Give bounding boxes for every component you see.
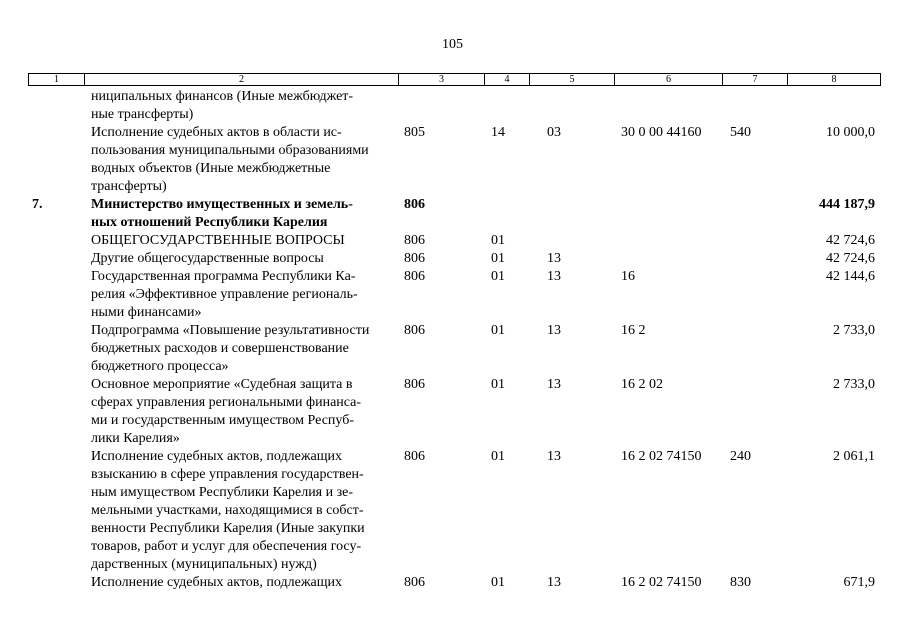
row-section: 01 [491, 233, 505, 248]
header-col-3: 3 [399, 74, 485, 85]
row-name [91, 124, 393, 196]
row-section: 01 [491, 377, 505, 392]
header-col-7: 7 [723, 74, 788, 85]
row-name-line: ОБЩЕГОСУДАРСТВЕННЫЕ ВОПРОСЫ [91, 233, 345, 248]
row-target-article: 16 2 02 74150 [621, 575, 702, 590]
row-amount: 2 061,1 [833, 449, 875, 464]
row-name-line: бюджетных расходов и совершенствование [91, 341, 349, 356]
row-name-line: Государственная программа Республики Ка- [91, 269, 356, 284]
row-name-line: Исполнение судебных актов, подлежащих [91, 449, 342, 464]
row-name-line: ные трансферты) [91, 107, 194, 122]
row-amount: 42 724,6 [826, 251, 875, 266]
table-row [0, 196, 905, 232]
table-row [0, 574, 905, 592]
row-section: 01 [491, 251, 505, 266]
table-row [0, 232, 905, 250]
row-admin-code: 806 [404, 233, 425, 248]
header-col-2: 2 [85, 74, 399, 85]
row-number: 7. [32, 197, 43, 212]
table-header [28, 73, 881, 86]
row-section: 01 [491, 269, 505, 284]
row-name-line: Исполнение судебных актов в области ис- [91, 125, 342, 140]
row-admin-code: 806 [404, 575, 425, 590]
row-name-line: ных отношений Республики Карелия [91, 215, 328, 230]
row-subsection: 13 [547, 575, 561, 590]
row-subsection: 03 [547, 125, 561, 140]
header-col-5: 5 [530, 74, 615, 85]
row-section: 01 [491, 449, 505, 464]
row-name-line: товаров, работ и услуг для обеспечения госу- [91, 539, 362, 554]
row-name [91, 376, 393, 448]
row-name [91, 196, 393, 232]
row-name [91, 322, 393, 376]
row-name-line: венности Республики Карелия (Иные закупки [91, 521, 365, 536]
row-name-line: дарственных (муниципальных) нужд) [91, 557, 317, 572]
row-name-line: ными финансами» [91, 305, 202, 320]
row-target-article: 16 2 02 [621, 377, 663, 392]
table-body [0, 88, 905, 592]
row-amount: 2 733,0 [833, 377, 875, 392]
row-name-line: трансферты) [91, 179, 167, 194]
row-expense-type: 540 [730, 125, 751, 140]
row-subsection: 13 [547, 251, 561, 266]
row-section: 01 [491, 323, 505, 338]
row-target-article: 16 2 [621, 323, 646, 338]
table-row [0, 448, 905, 574]
row-expense-type: 830 [730, 575, 751, 590]
row-name [91, 88, 393, 124]
row-subsection: 13 [547, 377, 561, 392]
table-row [0, 268, 905, 322]
row-amount: 42 724,6 [826, 233, 875, 248]
row-section: 01 [491, 575, 505, 590]
row-admin-code: 805 [404, 125, 425, 140]
header-col-6: 6 [615, 74, 723, 85]
row-section: 14 [491, 125, 505, 140]
row-name-line: ным имуществом Республики Карелия и зе- [91, 485, 354, 500]
row-admin-code: 806 [404, 197, 425, 212]
row-name-line: Подпрограмма «Повышение результативности [91, 323, 370, 338]
row-name [91, 574, 393, 592]
row-name-line: пользования муниципальными образованиями [91, 143, 369, 158]
row-name-line: Другие общегосударственные вопросы [91, 251, 324, 266]
row-name-line: бюджетного процесса» [91, 359, 229, 374]
row-name [91, 232, 393, 250]
row-subsection: 13 [547, 449, 561, 464]
row-subsection: 13 [547, 323, 561, 338]
row-amount: 444 187,9 [819, 197, 875, 212]
row-admin-code: 806 [404, 269, 425, 284]
row-target-article: 30 0 00 44160 [621, 125, 702, 140]
row-amount: 42 144,6 [826, 269, 875, 284]
row-name [91, 448, 393, 574]
row-name-line: лики Карелия» [91, 431, 180, 446]
header-col-8: 8 [831, 74, 837, 85]
row-admin-code: 806 [404, 251, 425, 266]
row-admin-code: 806 [404, 323, 425, 338]
row-target-article: 16 [621, 269, 635, 284]
table-row [0, 322, 905, 376]
table-row [0, 124, 905, 196]
row-name-line: водных объектов (Иные межбюджетные [91, 161, 331, 176]
row-subsection: 13 [547, 269, 561, 284]
table-row [0, 376, 905, 448]
table-row [0, 88, 905, 124]
row-name-line: Исполнение судебных актов, подлежащих [91, 575, 342, 590]
row-name [91, 250, 393, 268]
page-number: 105 [442, 37, 463, 52]
row-amount: 2 733,0 [833, 323, 875, 338]
row-amount: 671,9 [843, 575, 875, 590]
row-name-line: ми и государственным имуществом Респуб- [91, 413, 354, 428]
row-name-line: мельными участками, находящимися в собст- [91, 503, 364, 518]
row-name [91, 268, 393, 322]
row-name-line: Основное мероприятие «Судебная защита в [91, 377, 353, 392]
row-admin-code: 806 [404, 449, 425, 464]
table-row [0, 250, 905, 268]
row-name-line: релия «Эффективное управление региональ- [91, 287, 358, 302]
header-col-4: 4 [485, 74, 530, 85]
row-target-article: 16 2 02 74150 [621, 449, 702, 464]
row-name-line: сферах управления региональными финанса- [91, 395, 362, 410]
row-name-line: ниципальных финансов (Иные межбюджет- [91, 89, 354, 104]
row-expense-type: 240 [730, 449, 751, 464]
row-name-line: взысканию в сфере управления государствен- [91, 467, 364, 482]
row-admin-code: 806 [404, 377, 425, 392]
header-col-1: 1 [29, 74, 85, 85]
row-name-line: Министерство имущественных и земель- [91, 197, 353, 212]
row-amount: 10 000,0 [826, 125, 875, 140]
